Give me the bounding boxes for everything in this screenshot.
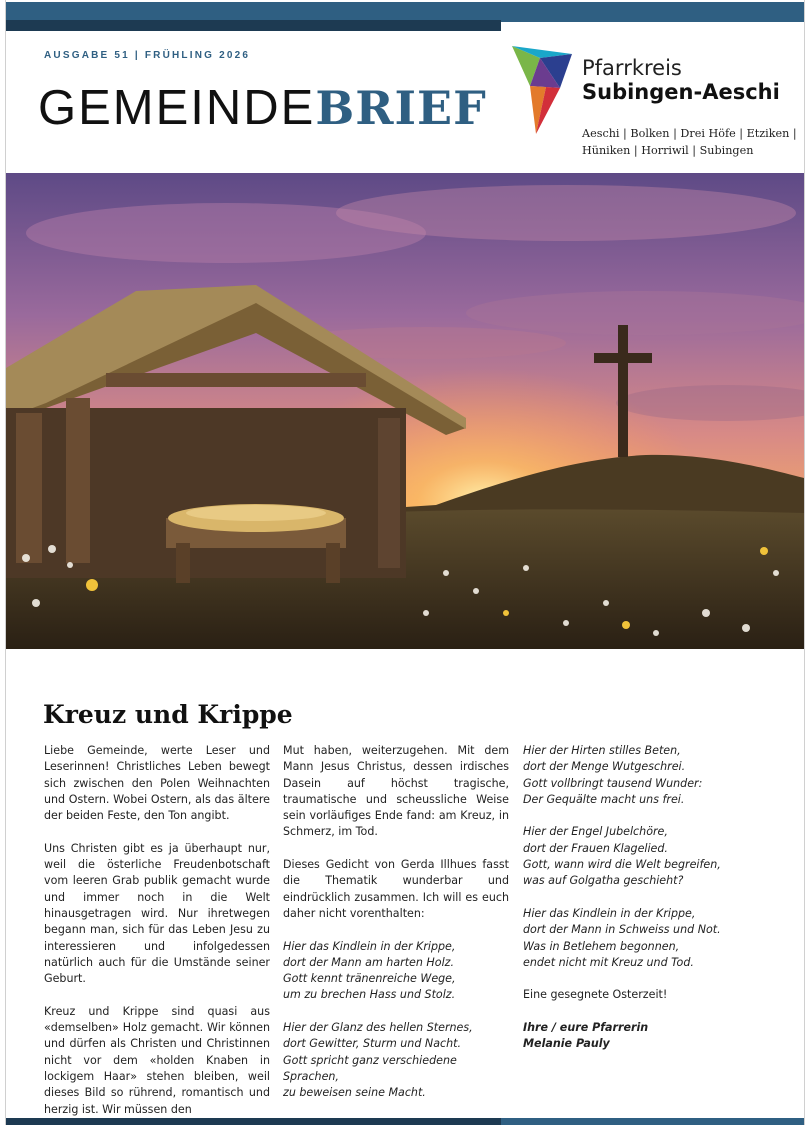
article-paragraph: Liebe Gemeinde, werte Leser und Leserinnen! Christliches Leben bewegt sich zwischen den Polen Weihnachten und Ostern. Wobei Ostern, als das ältere der beiden Feste, den Ton angibt. [44,744,270,823]
poem-line: Hier das Kindlein in der Krippe, [283,939,456,953]
poem-line: Hier das Kindlein in der Krippe, [523,906,696,920]
top-bar-accent [6,20,501,31]
village-list-line2: Hüniken | Horriwil | Subingen [582,144,754,157]
article-column-2 [283,743,509,1118]
poem-line: Der Gequälte macht uns frei. [523,792,685,806]
poem-line: Hier der Hirten stilles Beten, [523,744,681,757]
poem-stanza [283,1020,509,1101]
signature [523,1020,749,1053]
bottom-bar-accent [6,1118,501,1125]
parish-name [582,56,780,104]
top-bar [6,2,804,22]
poem-line: um zu brechen Hass und Stolz. [283,988,456,1002]
poem-stanza [523,743,749,808]
poem-line: dort der Menge Wutgeschrei. [523,760,686,774]
masthead-title [38,81,487,135]
poem-stanza [283,939,509,1004]
article-column-1 [44,743,270,1125]
page-edge-right [804,0,805,1125]
poem-line: dort der Mann in Schweiss und Not. [523,923,721,937]
signature-name: Melanie Pauly [523,1037,610,1051]
closing-greeting: Eine gesegnete Osterzeit! [523,988,668,1002]
article-title: Kreuz und Krippe [43,700,293,729]
poem-line: was auf Golgatha geschieht? [523,874,684,888]
poem-line: dort Gewitter, Sturm und Nacht. [283,1037,462,1051]
parish-name-line1: Pfarrkreis [582,56,682,80]
masthead-title-light: GEMEINDE [38,81,316,135]
hero-image [6,173,804,649]
nativity-cross-sunset-icon [6,173,804,649]
article-paragraph: Dieses Gedicht von Gerda Illhues fasst die Thematik wunderbar und eindrücklich zusammen. Ich will es euch daher nicht vorenthalten: [283,858,509,920]
poem-line: dort der Mann am harten Holz. [283,955,454,969]
poem-line: Gott spricht ganz verschiedene Sprachen, [283,1053,457,1083]
poem-line: Gott kennt tränenreiche Wege, [283,972,456,986]
poem-stanza [523,824,749,889]
poem-line: zu beweisen seine Macht. [283,1086,426,1100]
village-list [582,125,797,159]
poem-line: dort der Frauen Klagelied. [523,841,668,855]
parish-name-line2: Subingen-Aeschi [582,80,780,105]
article-column-3 [523,743,749,1053]
article-paragraph: Kreuz und Krippe sind quasi aus «demselben» Holz gemacht. Wir können und dürfen als Christen und Christinnen nicht vor dem «holden Knaben in lockigem Haar» stehen bleiben, weil dieses Bild so rührend, romantisch und herzig ist. Wir müssen den [44,1004,270,1116]
masthead-title-bold: BRIEF [315,81,487,135]
signature-role: Ihre / eure Pfarrerin [523,1021,649,1035]
poem-line: endet nicht mit Kreuz und Tod. [523,955,694,969]
article-paragraph: Uns Christen gibt es ja überhaupt nur, weil die österliche Freudenbotschaft vom leeren Grab publik gemacht wurde und immer noch in die Welt hinausgetragen wird. Nur ihretwegen begann man, sich für das Leben Jesu zu interessieren und infolgedessen natürlich auch für die Umstände seiner Geburt. [44,841,270,986]
poem-line: Gott, wann wird die Welt begreifen, [523,858,721,872]
issue-label: AUSGABE 51 | FRÜHLING 2026 [44,50,251,61]
poem-line: Was in Betlehem begonnen, [523,939,680,953]
parish-logo-icon [510,44,572,138]
poem-line: Gott vollbringt tausend Wunder: [523,776,703,790]
poem-stanza [523,906,749,971]
poem-line: Hier der Glanz des hellen Sternes, [283,1021,473,1035]
poem-line: Hier der Engel Jubelchöre, [523,825,668,839]
article-paragraph: Mut haben, weiterzugehen. Mit dem Mann Jesus Christus, dessen irdisches Dasein auf höchst tragische, traumatische und scheussliche Weise sein vorläufiges Ende fand: am Kreuz, in Schmerz, im Tod. [283,744,509,839]
village-list-line1: Aeschi | Bolken | Drei Höfe | Etziken | [582,127,797,140]
